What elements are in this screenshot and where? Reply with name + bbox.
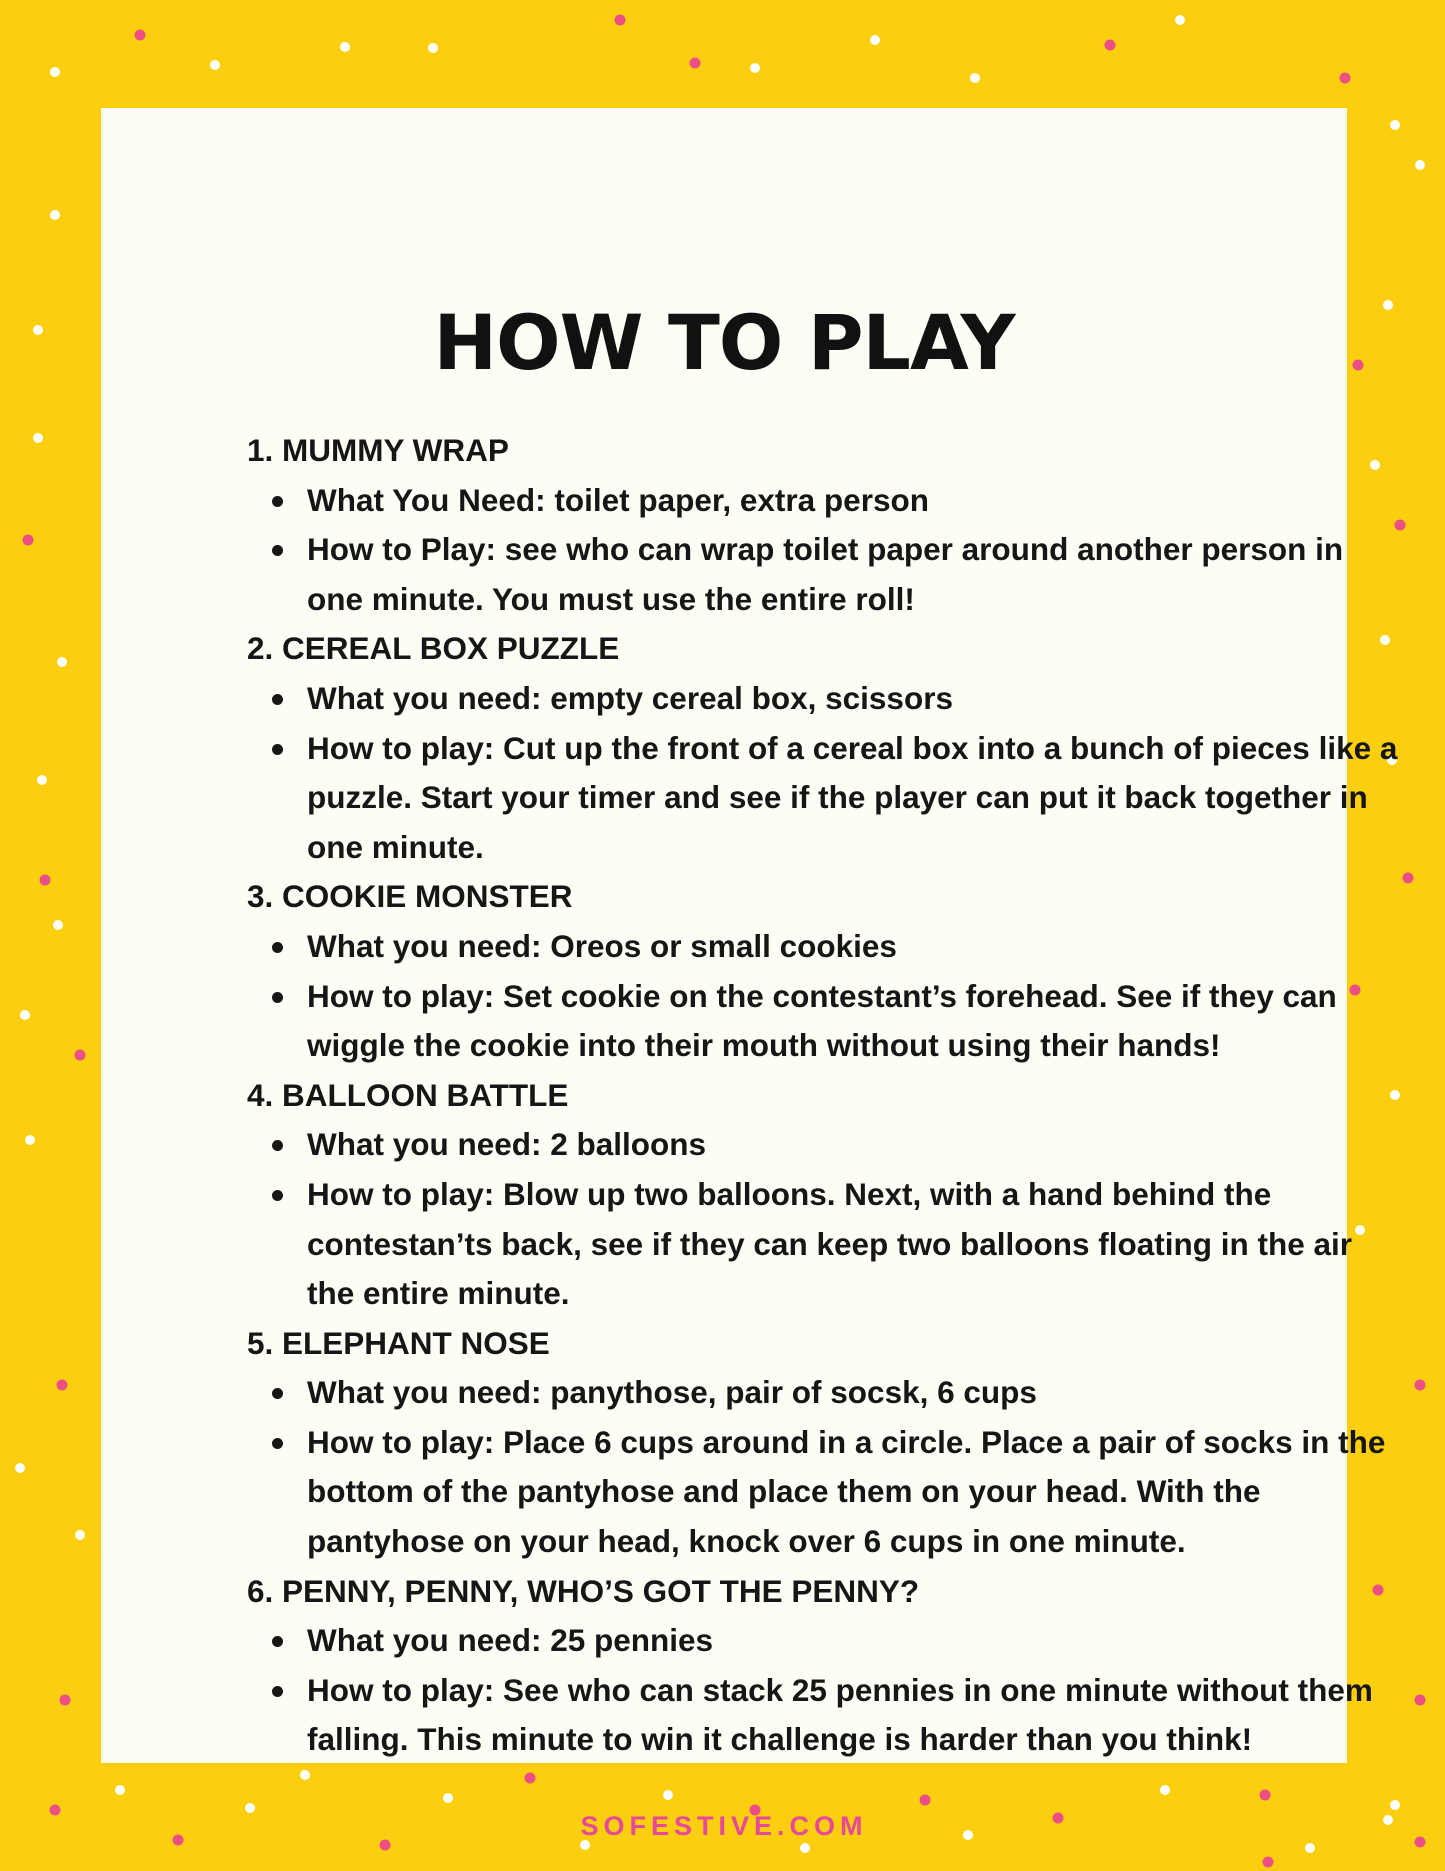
- confetti-dot: [1383, 300, 1393, 310]
- confetti-dot: [300, 1770, 310, 1780]
- confetti-dot: [33, 433, 43, 443]
- confetti-dot: [15, 1463, 25, 1473]
- game-section: [247, 426, 1407, 624]
- page-title: HOW TO PLAY: [433, 298, 1015, 387]
- bullet-item: [247, 724, 1407, 873]
- game-title: 5. ELEPHANT NOSE: [247, 1324, 550, 1361]
- bullet-text: What you need: 25 pennies: [307, 1622, 714, 1659]
- bullet-item: [247, 1616, 1407, 1666]
- confetti-dot: [1415, 1695, 1426, 1706]
- confetti-dot: [25, 1135, 35, 1145]
- confetti-dot: [23, 535, 34, 546]
- bullet-text: How to play: Blow up two balloons. Next, with a hand behind the contestan’ts back, see if they can keep two balloons floating in the air the entire minute.: [307, 1175, 1352, 1312]
- confetti-dot: [1260, 1790, 1271, 1801]
- footer-website: SOFESTIVE.COM: [580, 1811, 868, 1841]
- bullet-text: What you need: 2 balloons: [307, 1126, 707, 1163]
- confetti-dot: [750, 63, 760, 73]
- confetti-dot: [53, 920, 63, 930]
- bullet-item: [247, 476, 1407, 526]
- confetti-dot: [1415, 160, 1425, 170]
- confetti-dot: [1175, 15, 1185, 25]
- confetti-dot: [1390, 1800, 1400, 1810]
- bullet-text: What you need: panythose, pair of socsk, 6 cups: [307, 1374, 1037, 1411]
- bullet-text: How to play: Place 6 cups around in a circle. Place a pair of socks in the bottom of the pantyhose and place them on your head. With the pantyhose on your head, knock over 6 cups in one minute.: [307, 1423, 1386, 1560]
- bullet-dot-icon: [272, 1140, 283, 1151]
- game-section: [247, 624, 1407, 872]
- bullet-item: [247, 922, 1407, 972]
- confetti-dot: [970, 73, 980, 83]
- confetti-dot: [50, 67, 60, 77]
- confetti-dot: [1415, 1380, 1426, 1391]
- confetti-dot: [1340, 73, 1351, 84]
- bullet-dot-icon: [272, 992, 283, 1003]
- confetti-dot: [663, 1790, 673, 1800]
- bullet-dot-icon: [272, 545, 283, 556]
- confetti-dot: [525, 1773, 536, 1784]
- confetti-dot: [20, 1010, 30, 1020]
- bullet-dot-icon: [272, 1636, 283, 1647]
- confetti-dot: [50, 1805, 61, 1816]
- confetti-dot: [57, 657, 67, 667]
- game-title: 1. MUMMY WRAP: [247, 432, 509, 468]
- confetti-dot: [1353, 360, 1364, 371]
- bullet-item: [247, 1120, 1407, 1170]
- confetti-dot: [690, 58, 701, 69]
- game-section: [247, 1071, 1407, 1319]
- confetti-dot: [443, 1793, 453, 1803]
- game-section: [247, 1319, 1407, 1567]
- confetti-dot: [75, 1050, 86, 1061]
- confetti-dot: [1390, 120, 1400, 130]
- confetti-dot: [1383, 1815, 1393, 1825]
- confetti-dot: [428, 43, 438, 53]
- confetti-dot: [40, 875, 51, 886]
- confetti-dot: [1105, 40, 1116, 51]
- bullet-dot-icon: [272, 942, 283, 953]
- bullet-dot-icon: [272, 1190, 283, 1201]
- confetti-dot: [920, 1795, 931, 1806]
- game-title: 2. CEREAL BOX PUZZLE: [247, 630, 620, 667]
- confetti-dot: [37, 775, 47, 785]
- game-title: 3. COOKIE MONSTER: [247, 878, 573, 915]
- instruction-card: [101, 108, 1398, 1841]
- confetti-dot: [340, 42, 350, 52]
- bullet-text: What you need: Oreos or small cookies: [307, 927, 897, 964]
- bullet-dot-icon: [272, 1438, 283, 1449]
- confetti-dot: [50, 210, 60, 220]
- game-title: 6. PENNY, PENNY, WHO’S GOT THE PENNY?: [247, 1572, 920, 1609]
- bullet-text: What You Need: toilet paper, extra person: [307, 481, 929, 518]
- bullet-text: How to play: Set cookie on the contestant’s forehead. See if they can wiggle the cookie into their mouth without using their hands!: [307, 977, 1337, 1064]
- confetti-dot: [1415, 1837, 1426, 1848]
- bullet-dot-icon: [272, 694, 283, 705]
- bullet-item: [247, 1170, 1407, 1319]
- bullet-item: [247, 1368, 1407, 1418]
- game-section: [247, 872, 1407, 1070]
- bullet-item: [247, 674, 1407, 724]
- confetti-dot: [870, 35, 880, 45]
- bullet-item: [247, 1666, 1407, 1765]
- confetti-dot: [33, 325, 43, 335]
- bullet-item: [247, 525, 1407, 624]
- confetti-dot: [135, 30, 146, 41]
- confetti-dot: [1305, 1843, 1315, 1853]
- bullet-text: How to play: Cut up the front of a cereal box into a bunch of pieces like a puzzle. Start your timer and see if the player can put it back together in one minute.: [307, 729, 1398, 865]
- confetti-dot: [75, 1530, 85, 1540]
- game-title: 4. BALLOON BATTLE: [247, 1076, 569, 1113]
- confetti-dot: [60, 1695, 71, 1706]
- confetti-dot: [210, 60, 220, 70]
- bullet-text: What you need: empty cereal box, scissors: [307, 679, 953, 716]
- bullet-dot-icon: [272, 496, 283, 507]
- bullet-text: How to play: See who can stack 25 pennies in one minute without them falling. This minute to win it challenge is harder than you think!: [307, 1671, 1373, 1758]
- bullet-item: [247, 1418, 1407, 1567]
- games-list: [247, 426, 1407, 1765]
- confetti-dot: [115, 1785, 125, 1795]
- confetti-dot: [57, 1380, 68, 1391]
- bullet-dot-icon: [272, 1388, 283, 1399]
- confetti-dot: [1160, 1785, 1170, 1795]
- confetti-dot: [1263, 1857, 1274, 1868]
- bullet-text: How to Play: see who can wrap toilet paper around another person in one minute. You must use the entire roll!: [307, 531, 1344, 617]
- confetti-dot: [615, 15, 626, 26]
- bullet-dot-icon: [272, 1686, 283, 1697]
- game-section: [247, 1567, 1407, 1765]
- bullet-item: [247, 972, 1407, 1071]
- bullet-dot-icon: [272, 744, 283, 755]
- confetti-dot: [800, 1843, 810, 1853]
